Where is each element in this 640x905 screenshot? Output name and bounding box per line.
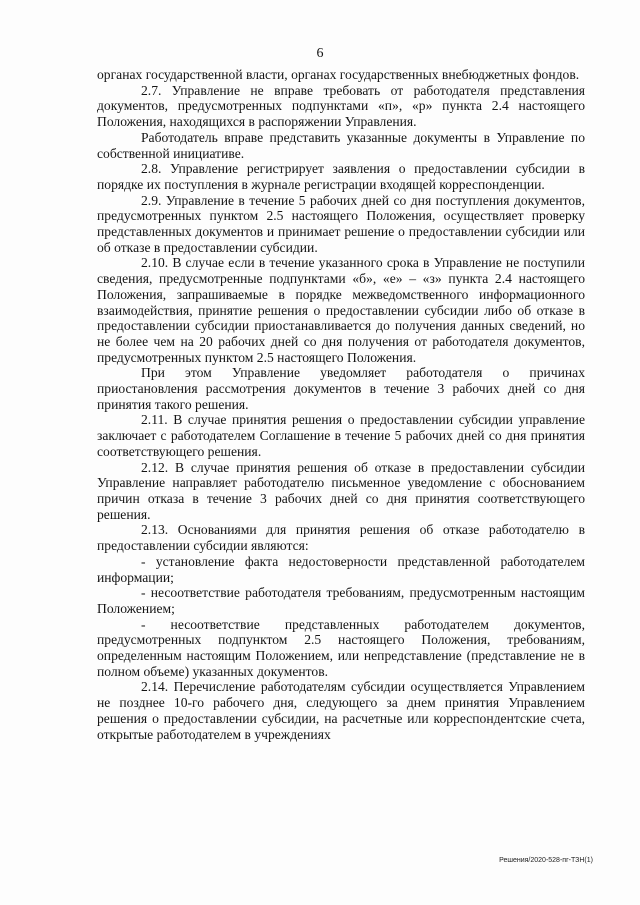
document-body [97,67,585,742]
paragraph-2-14: 2.14. Перечисление работодателям субсидии осуществляется Управлением не позднее 10-го рабочего дня, следующего за днем принятия Управлением решения о предоставлении субсидии, на расчетные или корреспондентские счета, открытые работодателем в учреждениях [97,679,585,742]
paragraph-continuation: органах государственной власти, органах государственных внебюджетных фондов. [97,67,580,82]
list-item-refusal-reason-3: - несоответствие представленных работодателем документов, предусмотренных подпунктом 2.5 настоящего Положения, требованиям, определенным настоящим Положением, или непредставление (представление не в полном объеме) указанных документов. [97,616,585,679]
paragraph-2-7-employer-right: Работодатель вправе представить указанные документы в Управление по собственной инициативе. [97,129,585,161]
page-number: 6 [316,46,324,61]
paragraph-2-13: 2.13. Основаниями для принятия решения об отказе работодателю в предоставлении субсидии являются: [97,522,585,554]
paragraph-2-9: 2.9. Управление в течение 5 рабочих дней со дня поступления документов, предусмотренных пунктом 2.5 настоящего Положения, осуществляет проверку представленных документов и принимает решение о предоставлении субсидии или об отказе в предоставлении субсидии. [97,192,585,255]
paragraph-2-11: 2.11. В случае принятия решения о предоставлении субсидии управление заключает с работодателем Соглашение в течение 5 рабочих дней со дня принятия соответствующего решения. [97,412,585,459]
footer-document-code: Решения/2020-528-пг-ТЗН(1) [499,857,593,864]
paragraph-2-10: 2.10. В случае если в течение указанного срока в Управление не поступили сведения, предусмотренные подпунктами «б», «е» – «з» пункта 2.4 настоящего Положения, запрашиваемые в порядке межведомственного информационного взаимодействия, принятие решения о предоставлении субсидии либо об отказе в предоставлении субсидии приостанавливается до получения данных сведений, но не более чем на 20 рабочих дней со дня получения от работодателя документов, предусмотренных пунктом 2.5 настоящего Положения. [97,255,585,365]
paragraph-2-10-notification: При этом Управление уведомляет работодателя о причинах приостановления рассмотрения документов в течение 3 рабочих дней со дня принятия такого решения. [97,365,585,412]
paragraph-2-12: 2.12. В случае принятия решения об отказе в предоставлении субсидии Управление направляет работодателю письменное уведомление с обоснованием причин отказа в течение 3 рабочих дней со дня принятия соответствующего решения. [97,459,585,522]
list-item-refusal-reason-2: - несоответствие работодателя требованиям, предусмотренным настоящим Положением; [97,585,585,616]
paragraph-2-7: 2.7. Управление не вправе требовать от работодателя представления документов, предусмотренных подпунктами «п», «р» пункта 2.4 настоящего Положения, находящихся в распоряжении Управления. [97,82,585,130]
list-item-refusal-reason-1: - установление факта недостоверности представленной работодателем информации; [97,553,585,585]
paragraph-2-8: 2.8. Управление регистрирует заявления о предоставлении субсидии в порядке их поступления в журнале регистрации входящей корреспонденции. [97,161,585,192]
